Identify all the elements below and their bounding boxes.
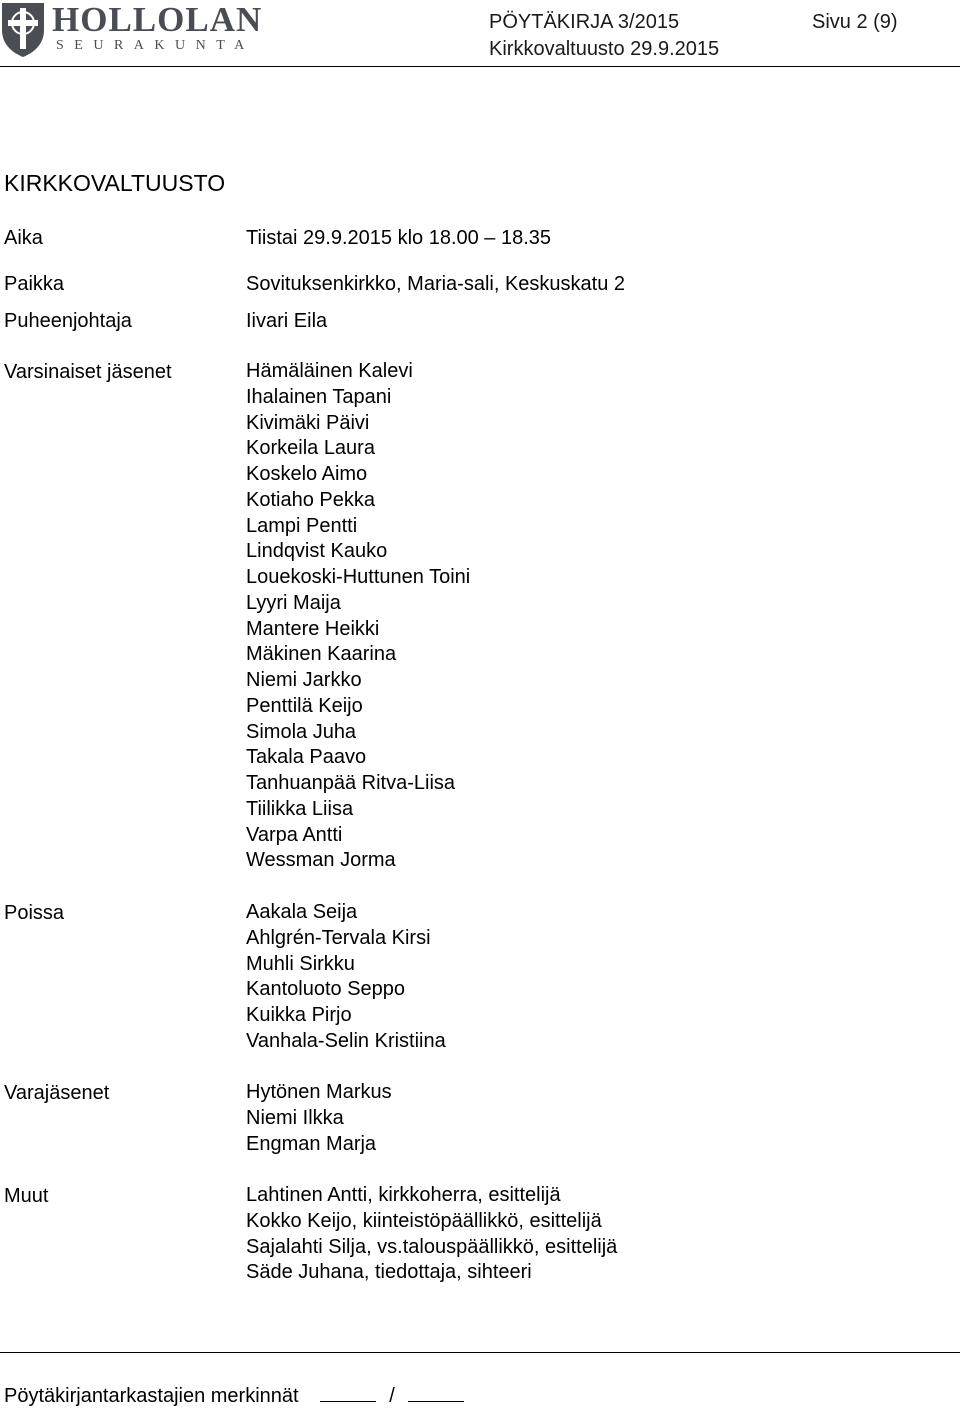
list-item: Kotiaho Pekka xyxy=(246,488,375,511)
time-label: Aika xyxy=(4,227,43,249)
list-item: Kivimäki Päivi xyxy=(246,411,370,434)
list-item: Koskelo Aimo xyxy=(246,463,368,485)
document-title: PÖYTÄKIRJA 3/2015 xyxy=(489,11,680,33)
list-item: Mäkinen Kaarina xyxy=(246,643,397,666)
footer-divider xyxy=(0,1352,960,1353)
organization-name: HOLLOLAN xyxy=(52,0,263,39)
list-item: Sajalahti Silja, vs.talouspäällikkö, esittelijä xyxy=(246,1235,618,1258)
members-label: Varsinaiset jäsenet xyxy=(4,361,172,383)
list-item: Ihalainen Tapani xyxy=(246,385,392,408)
list-item: Simola Juha xyxy=(246,720,357,743)
list-item: Ahlgrén-Tervala Kirsi xyxy=(246,926,431,949)
footer xyxy=(4,1384,464,1408)
list-item: Lahtinen Antti, kirkkoherra, esittelijä xyxy=(246,1184,561,1206)
list-item: Muhli Sirkku xyxy=(246,952,355,975)
list-item: Niemi Ilkka xyxy=(246,1106,344,1129)
organization-logo xyxy=(0,0,290,60)
list-item: Hämäläinen Kalevi xyxy=(246,360,413,382)
church-seal-icon xyxy=(0,0,46,58)
initials-blank-1 xyxy=(320,1384,376,1402)
list-item: Kantoluoto Seppo xyxy=(246,978,406,1001)
list-item: Korkeila Laura xyxy=(246,437,375,460)
list-item: Säde Juhana, tiedottaja, sihteeri xyxy=(246,1261,532,1284)
absent-list xyxy=(246,900,446,1055)
list-item: Tanhuanpää Ritva-Liisa xyxy=(246,772,456,794)
deputies-label: Varajäsenet xyxy=(4,1082,110,1104)
list-item: Wessman Jorma xyxy=(246,849,396,872)
list-item: Lampi Pentti xyxy=(246,514,358,537)
organization-subtitle: SEURAKUNTA xyxy=(56,38,255,53)
meeting-name: Kirkkovaltuusto 29.9.2015 xyxy=(489,38,720,60)
list-item: Engman Marja xyxy=(246,1132,377,1155)
list-item: Tiilikka Liisa xyxy=(246,797,354,820)
initials-blank-2 xyxy=(408,1384,464,1402)
list-item: Vanhala-Selin Kristiina xyxy=(246,1029,446,1052)
list-item: Kokko Keijo, kiinteistöpäällikkö, esittelijä xyxy=(246,1209,602,1232)
chair-value: Iivari Eila xyxy=(246,310,328,332)
members-list xyxy=(246,359,470,874)
chair-label: Puheenjohtaja xyxy=(4,310,132,332)
page-title: KIRKKOVALTUUSTO xyxy=(4,170,226,196)
place-label: Paikka xyxy=(4,273,65,295)
list-item: Aakala Seija xyxy=(246,901,358,923)
list-item: Hytönen Markus xyxy=(246,1081,392,1103)
list-item: Louekoski-Huttunen Toini xyxy=(246,566,471,588)
list-item: Penttilä Keijo xyxy=(246,694,363,717)
list-item: Kuikka Pirjo xyxy=(246,1004,352,1026)
footer-separator: / xyxy=(389,1385,395,1407)
place-value: Sovituksenkirkko, Maria-sali, Keskuskatu 2 xyxy=(246,273,626,295)
list-item: Lyyri Maija xyxy=(246,591,341,614)
list-item: Lindqvist Kauko xyxy=(246,540,388,563)
deputies-list xyxy=(246,1080,392,1157)
time-value: Tiistai 29.9.2015 klo 18.00 – 18.35 xyxy=(246,227,552,249)
list-item: Varpa Antti xyxy=(246,823,343,846)
header-divider xyxy=(0,66,960,67)
list-item: Takala Paavo xyxy=(246,746,367,769)
list-item: Niemi Jarkko xyxy=(246,669,362,691)
others-label: Muut xyxy=(4,1185,49,1207)
others-list xyxy=(246,1183,617,1286)
page-number: Sivu 2 (9) xyxy=(812,11,898,33)
absent-label: Poissa xyxy=(4,902,65,924)
list-item: Mantere Heikki xyxy=(246,617,380,640)
footer-label: Pöytäkirjantarkastajien merkinnät xyxy=(4,1385,299,1407)
